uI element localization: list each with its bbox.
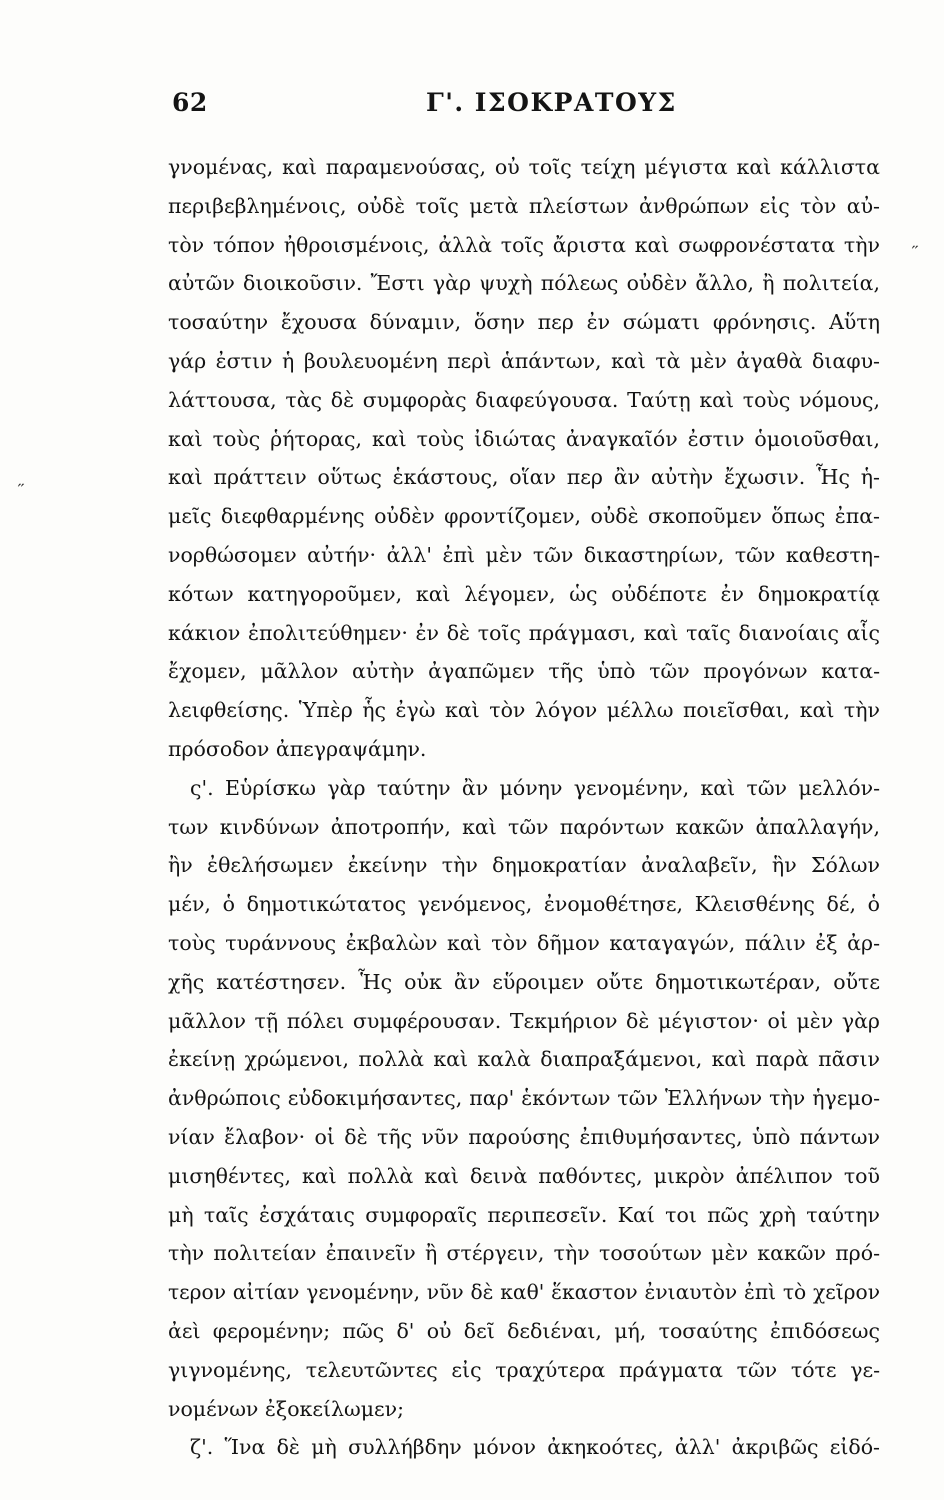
text-line: λάττουσα, τὰς δὲ συμφορὰς διαφεύγουσα. Ταύτῃ καὶ τοὺς νόμους, <box>168 387 880 412</box>
text-line: ἢν ἐθελήσωμεν ἐκείνην τὴν δημοκρατίαν ἀναλαβεῖν, ἣν Σόλων <box>168 853 880 878</box>
text-line: καὶ τοὺς ῥήτορας, καὶ τοὺς ἰδιώτας ἀναγκαῖόν ἐστιν ὁμοιοῦσθαι, <box>168 426 880 451</box>
text-line: γάρ ἐστιν ἡ βουλευομένη περὶ ἁπάντων, καὶ τὰ μὲν ἀγαθὰ διαφυ- <box>168 348 880 373</box>
text-line: γιγνομένης, τελευτῶντες εἰς τραχύτερα πράγματα τῶν τότε γε- <box>168 1357 880 1382</box>
page-header <box>172 88 878 128</box>
running-head: Γ'. ΙΣΟΚΡΑΤΟΥΣ <box>426 88 677 117</box>
margin-speck: ˶ <box>18 472 24 493</box>
paragraph-end-line: νομένων ἐξοκείλωμεν; <box>168 1396 405 1421</box>
text-line: μᾶλλον τῇ πόλει συμφέρουσαν. Τεκμήριον δὲ μέγιστον· οἱ μὲν γὰρ <box>168 1008 880 1033</box>
text-line: κότων κατηγοροῦμεν, καὶ λέγομεν, ὡς οὐδέποτε ἐν δημοκρατίᾳ <box>168 581 880 606</box>
text-line: μεῖς διεφθαρμένης οὐδὲν φροντίζομεν, οὐδὲ σκοποῦμεν ὅπως ἐπα- <box>168 504 880 529</box>
text-line: καὶ πράττειν οὕτως ἑκάστους, οἵαν περ ἂν αὐτὴν ἔχωσιν. Ἧς ἡ- <box>168 465 880 490</box>
section-start-line: ς'. Εὑρίσκω γὰρ ταύτην ἂν μόνην γενομένην, καὶ τῶν μελλόν- <box>190 775 880 800</box>
text-line: νίαν ἔλαβον· οἱ δὲ τῆς νῦν παρούσης ἐπιθυμήσαντες, ὑπὸ πάντων <box>168 1124 880 1149</box>
text-line: των κινδύνων ἀποτροπήν, καὶ τῶν παρόντων κακῶν ἀπαλλαγήν, <box>168 814 880 839</box>
page-number: 62 <box>172 88 208 117</box>
text-line: χῆς κατέστησεν. Ἧς οὐκ ἂν εὕροιμεν οὔτε δημοτικωτέραν, οὔτε <box>168 969 880 994</box>
text-line: ἀνθρώποις εὐδοκιμήσαντες, παρ' ἑκόντων τῶν Ἑλλήνων τὴν ἡγεμο- <box>168 1086 880 1111</box>
text-line: τοὺς τυράννους ἐκβαλὼν καὶ τὸν δῆμον καταγαγών, πάλιν ἐξ ἀρ- <box>168 930 880 955</box>
text-line: τὸν τόπον ἠθροισμένοις, ἀλλὰ τοῖς ἄριστα καὶ σωφρονέστατα τὴν <box>168 232 880 257</box>
text-line: περιβεβλημένοις, οὐδὲ τοῖς μετὰ πλείστων ἀνθρώπων εἰς τὸν αὐ- <box>168 193 880 218</box>
section-start-line: ζ'. Ἵνα δὲ μὴ συλλήβδην μόνον ἀκηκοότες, ἀλλ' ἀκριβῶς εἰδό- <box>190 1435 880 1460</box>
text-line: κάκιον ἐπολιτεύθημεν· ἐν δὲ τοῖς πράγμασι, καὶ ταῖς διανοίαις αἷς <box>168 620 880 645</box>
body-text <box>168 148 880 1467</box>
text-line: μέν, ὁ δημοτικώτατος γενόμενος, ἐνομοθέτησε, Κλεισθένης δέ, ὁ <box>168 892 880 917</box>
text-line: μισηθέντες, καὶ πολλὰ καὶ δεινὰ παθόντες, μικρὸν ἀπέλιπον τοῦ <box>168 1163 880 1188</box>
text-line: ἔχομεν, μᾶλλον αὐτὴν ἀγαπῶμεν τῆς ὑπὸ τῶν προγόνων κατα- <box>168 659 880 684</box>
text-line: νορθώσομεν αὐτήν· ἀλλ' ἐπὶ μὲν τῶν δικαστηρίων, τῶν καθεστη- <box>168 542 880 567</box>
text-line: τὴν πολιτείαν ἐπαινεῖν ἢ στέργειν, τὴν τοσούτων μὲν κακῶν πρό- <box>168 1241 880 1266</box>
text-line: μὴ ταῖς ἐσχάταις συμφοραῖς περιπεσεῖν. Καί τοι πῶς χρὴ ταύτην <box>168 1202 880 1227</box>
text-line: γνομένας, καὶ παραμενούσας, οὐ τοῖς τείχη μέγιστα καὶ κάλλιστα <box>168 155 880 179</box>
text-line: ἐκείνῃ χρώμενοι, πολλὰ καὶ καλὰ διαπραξάμενοι, καὶ παρὰ πᾶσιν <box>168 1047 880 1072</box>
text-line: τοσαύτην ἔχουσα δύναμιν, ὅσην περ ἐν σώματι φρόνησις. Αὕτη <box>168 310 880 335</box>
margin-speck: ˶ <box>912 234 918 255</box>
paragraph-end-line: πρόσοδον ἀπεγραψάμην. <box>168 736 427 761</box>
text-line: λειφθείσης. Ὑπὲρ ἧς ἐγὼ καὶ τὸν λόγον μέλλω ποιεῖσθαι, καὶ τὴν <box>168 698 880 723</box>
text-line: τερον αἰτίαν γενομένην, νῦν δὲ καθ' ἕκαστον ἐνιαυτὸν ἐπὶ τὸ χεῖρον <box>168 1280 880 1305</box>
text-line: αὐτῶν διοικοῦσιν. Ἔστι γὰρ ψυχὴ πόλεως οὐδὲν ἄλλο, ἢ πολιτεία, <box>168 271 880 296</box>
text-line: ἀεὶ φερομένην; πῶς δ' οὐ δεῖ δεδιέναι, μή, τοσαύτης ἐπιδόσεως <box>168 1318 880 1343</box>
